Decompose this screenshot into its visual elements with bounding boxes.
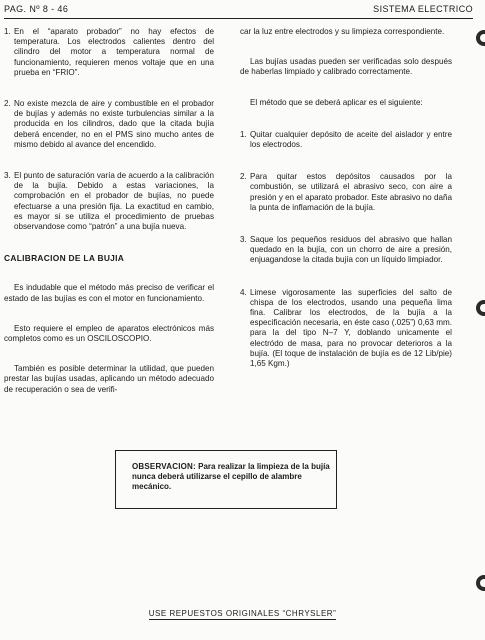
item-number: 1. [240, 129, 247, 139]
list-item [4, 27, 214, 78]
item-number: 4. [240, 287, 247, 297]
binder-ring-icon [476, 575, 485, 591]
left-column [4, 27, 214, 395]
item-number: 2. [4, 99, 11, 109]
item-number: 1. [4, 27, 11, 36]
binder-ring-icon [476, 30, 485, 46]
paragraph: Es indudable que el método más preciso de verificar el estado de las bujías es con el motor en funcionamiento. [4, 283, 214, 303]
paragraph: Las bujías usadas pueden ser verificadas solo después de haberlas limpiado y calibrado correctamente. [240, 57, 452, 77]
list-item [240, 288, 452, 370]
paragraph: car la luz entre electrodos y su limpieza correspondiente. [240, 27, 445, 36]
paragraph: Esto requiere el empleo de aparatos electrónicos más completos como es un OSCILOSCOPIO. [4, 323, 214, 344]
observation-box [115, 450, 337, 509]
item-text: Quitar cualquier depósito de aceite del aislador y entre los electrodos. [250, 129, 452, 150]
item-number: 3. [240, 235, 247, 245]
section-title: SISTEMA ELECTRICO [373, 4, 473, 14]
item-text: Saque los pequeños residuos del abrasivo que hallan quedado en la bujía, con un chorro de aire a presión, enjuagandose la citada bujía con un líquido limpiador. [250, 235, 452, 265]
section-heading: CALIBRACION DE LA BUJIA [4, 253, 125, 264]
item-number: 3. [4, 171, 11, 181]
list-item [4, 171, 214, 232]
item-text: Limese vigorosamente las superficies del salto de chispa de los electrodos, usando una pequeña lima fina. Calibrar los electrodos, de la bujía a la especificación necesaria, en éste caso (.025”) 0,63 mm. para la del tipo N–7 Y, doblando unicamente el electródo de masa, para no provocar deterioros a la bujía. (El toque de instalación de bujía es de 12 Lib/pie) 1,65 Kgm.) [250, 287, 452, 369]
footer-text: USE REPUESTOS ORIGINALES “CHRYSLER” [148, 609, 337, 618]
page-footer [0, 609, 485, 618]
item-text: El punto de saturación varía de acuerdo a la calibración de la bujía. Debido a estas variaciones, la comprobación en el probador de bujías, no puede efectuarse a una presión fija. La exactitud en cambio, es mayor si se utiliza el procedimiento de pruebas observandose como “patrón” a una bujía nueva. [14, 171, 214, 232]
page-header [4, 4, 473, 19]
list-item [240, 235, 452, 266]
item-text: En el “aparato probador” no hay efectos de temperatura. Los electrodos calientes dentro del cilindro del motor a temperatura normal de funcionamiento, requieren menos voltaje que en una prueba en “FRIO”. [14, 27, 214, 77]
binder-ring-icon [476, 300, 485, 316]
paragraph: El método que se deberá aplicar es el siguiente: [250, 97, 423, 107]
observation-label: OBSERVACION: [132, 462, 196, 471]
page-number: PAG. Nº 8 - 46 [4, 4, 69, 14]
item-text: Para quitar estos depósitos causados por la combustión, se utilizará el abrasivo seco, con aire a presión y en el aparato probador. Este abrasivo no daña la punta de inflamación de la bujía. [250, 172, 452, 212]
item-number: 2. [240, 172, 247, 182]
item-text: No existe mezcla de aire y combustible en el probador de bujías y además no existe turbulencias similar a la producida en los cilindros, dado que la citada bujía deberá encender, no en el PMS sino mucho antes de mismo debido al avance del encendido. [14, 99, 214, 149]
list-item [240, 130, 452, 150]
list-item [4, 99, 214, 150]
right-column [240, 27, 452, 369]
observation-text: Para realizar la limpieza de la bujía nunca deberá utilizarse el cepillo de alambre mecánico. [132, 462, 330, 492]
paragraph: También es posible determinar la utilidad, que pueden prestar las bujías usadas, aplicando un método adecuado de recuperación o sea de verifi- [4, 364, 214, 394]
list-item [240, 172, 452, 213]
